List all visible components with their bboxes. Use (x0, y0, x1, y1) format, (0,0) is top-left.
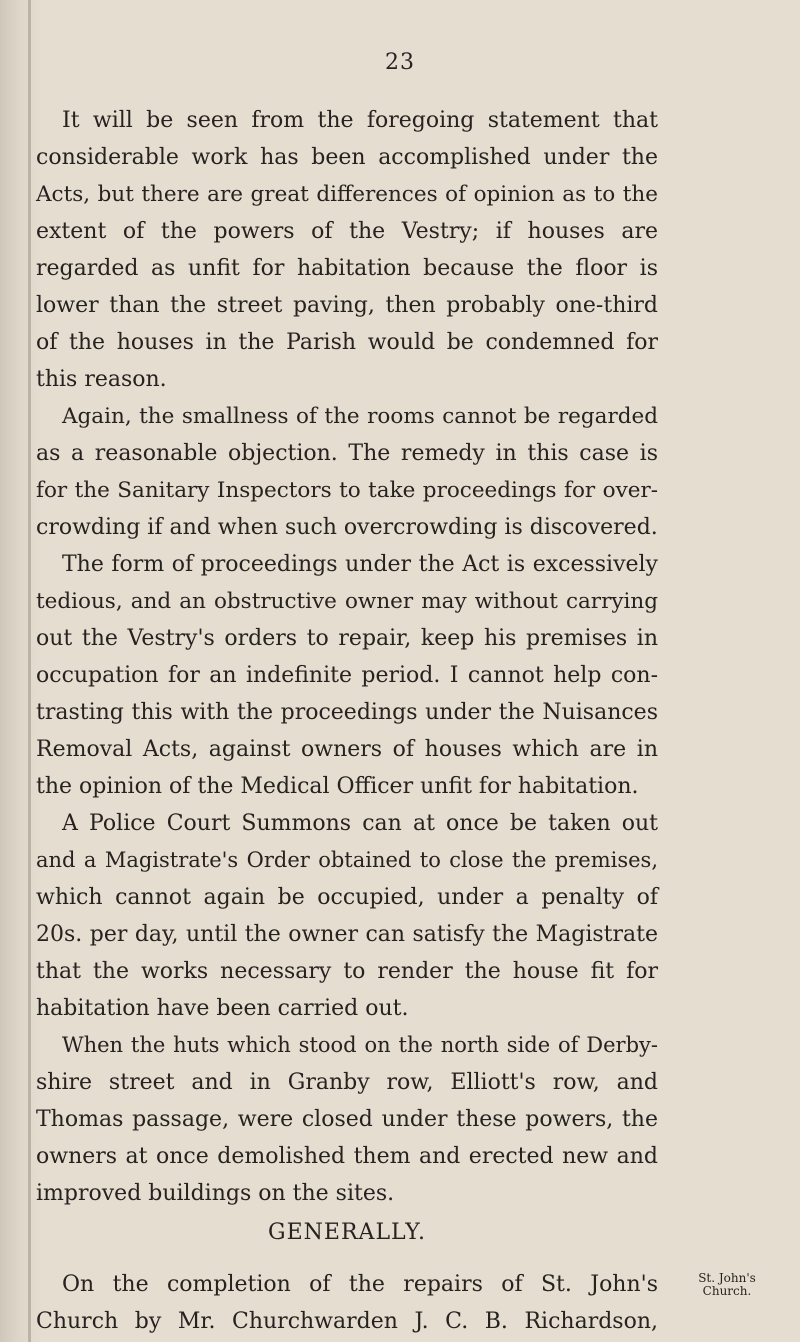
text-line: habitation have been carried out. (36, 996, 409, 1021)
text-line: the opinion of the Medical Officer unfit for habitation. (36, 774, 639, 799)
text-line: trasting this with the proceedings under the Nuisances (36, 700, 658, 725)
text-line: which cannot again be occupied, under a penalty of (36, 885, 658, 910)
text-line: of the houses in the Parish would be condemned for (36, 330, 658, 355)
text-line: Again, the smallness of the rooms cannot be regarded (62, 404, 658, 429)
text-line: It will be seen from the foregoing statement that (62, 108, 658, 133)
text-line: out the Vestry's orders to repair, keep his premises in (36, 626, 658, 651)
margin-note (662, 1272, 792, 1298)
page-number: 23 (385, 50, 415, 75)
text-line: owners at once demolished them and erected new and (36, 1144, 658, 1169)
text-line: On the completion of the repairs of St. John's (62, 1272, 658, 1297)
text-line: and a Magistrate's Order obtained to close the premises, (36, 848, 658, 872)
text-line: occupation for an indefinite period. I cannot help con- (36, 663, 658, 688)
text-line: for the Sanitary Inspectors to take proceedings for over- (36, 478, 658, 503)
text-line: extent of the powers of the Vestry; if houses are (36, 219, 658, 244)
text-line: as a reasonable objection. The remedy in this case is (36, 441, 658, 466)
text-line: The form of proceedings under the Act is excessively (62, 552, 658, 577)
text-line: improved buildings on the sites. (36, 1181, 395, 1206)
text-line: regarded as unfit for habitation because the floor is (36, 256, 658, 281)
text-line: this reason. (36, 367, 167, 392)
margin-note-line: St. John's (698, 1271, 756, 1285)
text-line: Acts, but there are great differences of opinion as to the (36, 182, 658, 207)
text-line: Removal Acts, against owners of houses which are in (36, 737, 658, 762)
text-line: crowding if and when such overcrowding is discovered. (36, 515, 658, 540)
text-line: Church by Mr. Churchwarden J. C. B. Richardson, (36, 1309, 658, 1334)
text-line: shire street and in Granby row, Elliott's row, and (36, 1070, 658, 1095)
section-heading: GENERALLY. (268, 1220, 426, 1245)
text-line: considerable work has been accomplished under the (36, 145, 658, 170)
binding-shadow-line (28, 0, 31, 1342)
text-line: 20s. per day, until the owner can satisfy the Magistrate (36, 922, 658, 947)
text-line: lower than the street paving, then probably one-third (36, 293, 658, 318)
text-line: tedious, and an obstructive owner may without carrying (36, 589, 658, 614)
margin-note-line: Church. (702, 1284, 752, 1298)
text-line: A Police Court Summons can at once be taken out (62, 811, 658, 836)
text-line: that the works necessary to render the house fit for (36, 959, 658, 984)
text-line: Thomas passage, were closed under these powers, the (36, 1107, 658, 1132)
text-line: When the huts which stood on the north side of Derby- (62, 1033, 658, 1057)
